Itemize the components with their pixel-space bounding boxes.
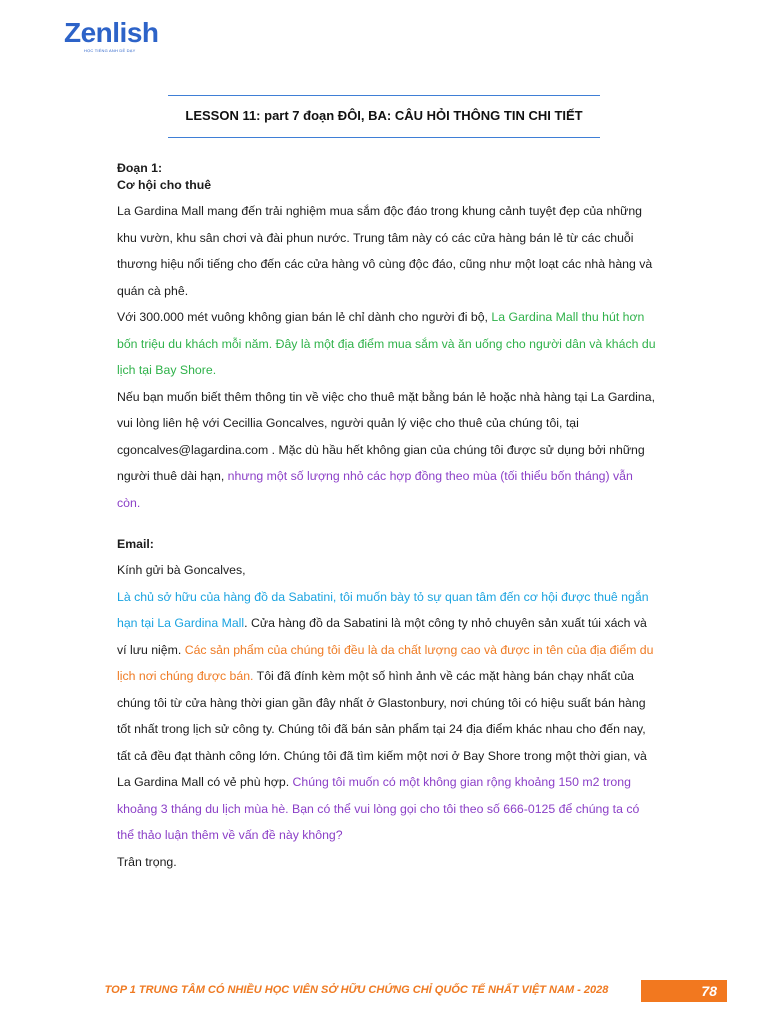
document-body: [117, 160, 657, 875]
passage-subheading: Cơ hội cho thuê: [117, 178, 212, 192]
p2-text: Với 300.000 mét vuông không gian bán lẻ chỉ dành cho người đi bộ,: [117, 310, 492, 324]
email-highlight-blue: Là chủ sở hữu của hàng đồ da Sabatini, tôi muốn bày tỏ sự quan tâm đến cơ hội được thuê ngắn hạn tại La Gardina Mall: [117, 589, 649, 630]
logo-tagline: HỌC TIẾNG ANH DỄ DẠY: [84, 48, 136, 53]
email-heading: Email:: [117, 537, 154, 551]
footer-slogan: TOP 1 TRUNG TÂM CÓ NHIỀU HỌC VIÊN SỞ HỮU CHỨNG CHỈ QUỐC TẾ NHẤT VIỆT NAM - 2028: [104, 984, 609, 996]
email-body: [117, 584, 657, 849]
passage-paragraph-3: [117, 384, 657, 517]
section-gap: [117, 516, 657, 536]
logo-wordmark: Zenlish: [64, 17, 159, 48]
email-greeting: Kính gửi bà Goncalves,: [117, 563, 246, 577]
email-text-1: . Cửa hàng đồ da Sabatini là một công ty nhỏ chuyên sản xuất túi xách và ví lưu niệm.: [117, 616, 647, 657]
p3-highlight-purple: nhưng một số lượng nhỏ các hợp đồng theo mùa (tối thiểu bốn tháng) vẫn còn.: [117, 469, 633, 510]
page-number: 78: [641, 980, 727, 1002]
passage-paragraph-1: La Gardina Mall mang đến trải nghiệm mua sắm độc đáo trong khung cảnh tuyệt đẹp của những khu vườn, khu sân chơi và đài phun nước. Trung tâm này có các cửa hàng bán lẻ từ các chuỗi thương hiệu nổi tiếng cho đến các cửa hàng vô cùng độc đáo, cũng như một loạt các nhà hàng và quán cà phê.: [117, 204, 653, 298]
lesson-title: LESSON 11: part 7 đoạn ĐÔI, BA: CÂU HỎI THÔNG TIN CHI TIẾT: [185, 108, 583, 123]
email-closing: Trân trọng.: [117, 854, 177, 869]
email-highlight-orange: Các sản phẩm của chúng tôi đều là da chất lượng cao và được in tên của địa điểm du lịch nơi chúng được bán.: [117, 642, 654, 683]
title-rule-bottom: [168, 137, 600, 138]
passage-paragraph-2: [117, 304, 657, 384]
p3-text: Nếu bạn muốn biết thêm thông tin về việc cho thuê mặt bằng bán lẻ hoặc nhà hàng tại La Gardina, vui lòng liên hệ với Cecillia Goncalves, người quản lý việc cho thuê của chúng tôi, tại cgoncalves@lagardina.com . Mặc dù hầu hết không gian của chúng tôi được sử dụng bởi những người thuê dài hạn,: [117, 389, 656, 483]
p2-highlight-green: La Gardina Mall thu hút hơn bốn triệu du khách mỗi năm. Đây là một địa điểm mua sắm và ăn uống cho người dân và khách du lịch tại Bay Shore.: [117, 310, 656, 377]
passage-heading: Đoạn 1:: [117, 161, 163, 175]
title-rule-top: [168, 95, 600, 96]
email-text-2: Tôi đã đính kèm một số hình ảnh về các mặt hàng bán chạy nhất của chúng tôi từ cửa hàng thời gian gần đây nhất ở Glastonbury, nơi chúng tôi có hiệu suất bán hàng tốt nhất trong lịch sử công ty. Chúng tôi đã bán sản phẩm tại 24 địa điểm khác nhau cho đến nay, tất cả đều đạt thành công lớn. Chúng tôi đã tìm kiếm một nơi ở Bay Shore trong một thời gian, và La Gardina Mall có vẻ phù hợp.: [117, 669, 647, 789]
zenlish-logo: [64, 16, 159, 53]
email-highlight-purple: Chúng tôi muốn có một không gian rộng khoảng 150 m2 trong khoảng 3 tháng du lịch mùa hè. Bạn có thể vui lòng gọi cho tôi theo số 666-0125 để chúng ta có thể thảo luận thêm về vấn đề này không?: [117, 775, 640, 842]
